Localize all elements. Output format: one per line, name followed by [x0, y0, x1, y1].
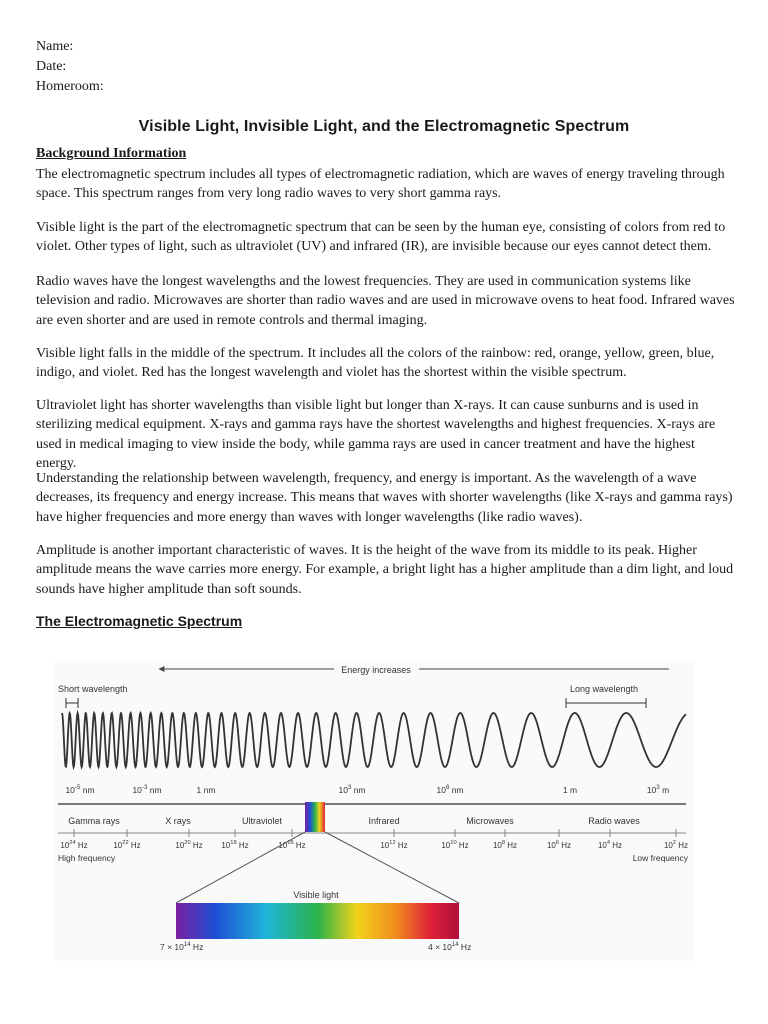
wavelength-tick-label: 1 nm	[196, 785, 216, 795]
paragraph-radio-waves: Radio waves have the longest wavelengths and the lowest frequencies. They are used in communication systems like television and radio. Microwaves are shorter than radio waves and are used in microwave ovens to heat food. Infrared waves are even shorter and are used in remote controls and thermal imaging.	[36, 274, 735, 328]
homeroom-label: Homeroom:	[36, 79, 104, 94]
visible-right-frequency: $4 \times 10^{14}$ Hz	[428, 942, 472, 952]
short-wavelength-label: Short wavelength	[58, 684, 128, 694]
paragraph-em-spectrum: The electromagnetic spectrum includes all types of electromagnetic radiation, which are waves of energy traveling through space. This spectrum ranges from very long radio waves to very short gamma rays.	[36, 167, 725, 202]
frequency-tick-label: $10^6$ Hz	[546, 840, 572, 850]
paragraph-wavelength-relationship: Understanding the relationship between wavelength, frequency, and energy is important. As the wavelength of a wave decreases, its frequency and energy increase. This means that waves with shorter wavelengths (like X-rays and gamma rays) have higher frequencies and more energy than waves with longer wavelengths (like radio waves).	[36, 471, 733, 525]
visible-left-frequency: $7 \times 10^{14}$ Hz	[160, 942, 204, 952]
frequency-tick-label: $10^{10}$ Hz	[441, 840, 469, 850]
frequency-tick-label: $10^{22}$ Hz	[113, 840, 141, 850]
paragraph-visible-light: Visible light is the part of the electromagnetic spectrum that can be seen by the human eye, consisting of colors from red to violet. Other types of light, such as ultraviolet (UV) and infrared (IR), are invisible because our eyes cannot detect them.	[36, 220, 726, 255]
low-frequency-label: Low frequency	[632, 853, 688, 863]
wavelength-tick-label: $10^{-3}$ nm	[132, 784, 162, 795]
em-spectrum-diagram	[54, 661, 694, 961]
visible-band-mini	[305, 802, 325, 832]
spectrum-heading: The Electromagnetic Spectrum	[36, 613, 243, 629]
wavelength-tick-label: $10^3$ m	[646, 784, 670, 795]
wavelength-tick-label: $10^3$ nm	[338, 784, 366, 795]
page-title: Visible Light, Invisible Light, and the Electromagnetic Spectrum	[138, 118, 630, 135]
visible-light-label: Visible light	[293, 890, 339, 900]
region-label: Ultraviolet	[241, 816, 283, 826]
region-label: Gamma rays	[68, 816, 120, 826]
region-label: Infrared	[368, 816, 400, 826]
frequency-tick-label: $10^4$ Hz	[597, 840, 623, 850]
paragraph-amplitude: Amplitude is another important characteristic of waves. It is the height of the wave from its middle to its peak. Higher amplitude means the wave carries more energy. For example, a bright light has a higher amplitude than a dim light, and loud sounds have higher amplitude than soft sounds.	[36, 543, 734, 597]
region-label: Radio waves	[588, 816, 640, 826]
frequency-tick-label: $10^2$ Hz	[663, 840, 689, 850]
frequency-tick-label: $10^8$ Hz	[492, 840, 518, 850]
background-heading: Background Information	[36, 146, 187, 161]
wavelength-tick-label: 1 m	[562, 785, 578, 795]
frequency-tick-label: $10^{24}$ Hz	[60, 840, 88, 850]
paragraph-visible-middle: Visible light falls in the middle of the spectrum. It includes all the colors of the rainbow: red, orange, yellow, green, blue, indigo, and violet. Red has the longest wavelength and violet has the shortest within the visible spectrum.	[36, 346, 715, 381]
date-label: Date:	[36, 59, 67, 74]
wavelength-tick-label: $10^{-5}$ nm	[65, 784, 95, 795]
wavelength-tick-label: $10^6$ nm	[436, 784, 464, 795]
high-frequency-label: High frequency	[58, 853, 116, 863]
region-label: X rays	[165, 816, 191, 826]
long-wavelength-label: Long wavelength	[570, 684, 639, 694]
energy-increases-label: Energy increases	[341, 665, 411, 675]
visible-light-band	[176, 903, 459, 939]
frequency-tick-label: $10^{12}$ Hz	[380, 840, 408, 850]
frequency-tick-label: $10^{20}$ Hz	[175, 840, 203, 850]
frequency-tick-label: $10^{18}$ Hz	[221, 840, 249, 850]
paragraph-ultraviolet: Ultraviolet light has shorter wavelengths than visible light but longer than X-rays. It can cause sunburns and is used in sterilizing medical equipment. X-rays and gamma rays have the shortest wavelengths and highest frequencies. X-rays are used in medical imaging to view inside the body, while gamma rays are used in cancer treatment and have the highest energy.	[36, 398, 716, 472]
frequency-tick-label: $10^{16}$ Hz	[278, 840, 306, 850]
name-label: Name:	[36, 39, 74, 54]
region-label: Microwaves	[466, 816, 514, 826]
